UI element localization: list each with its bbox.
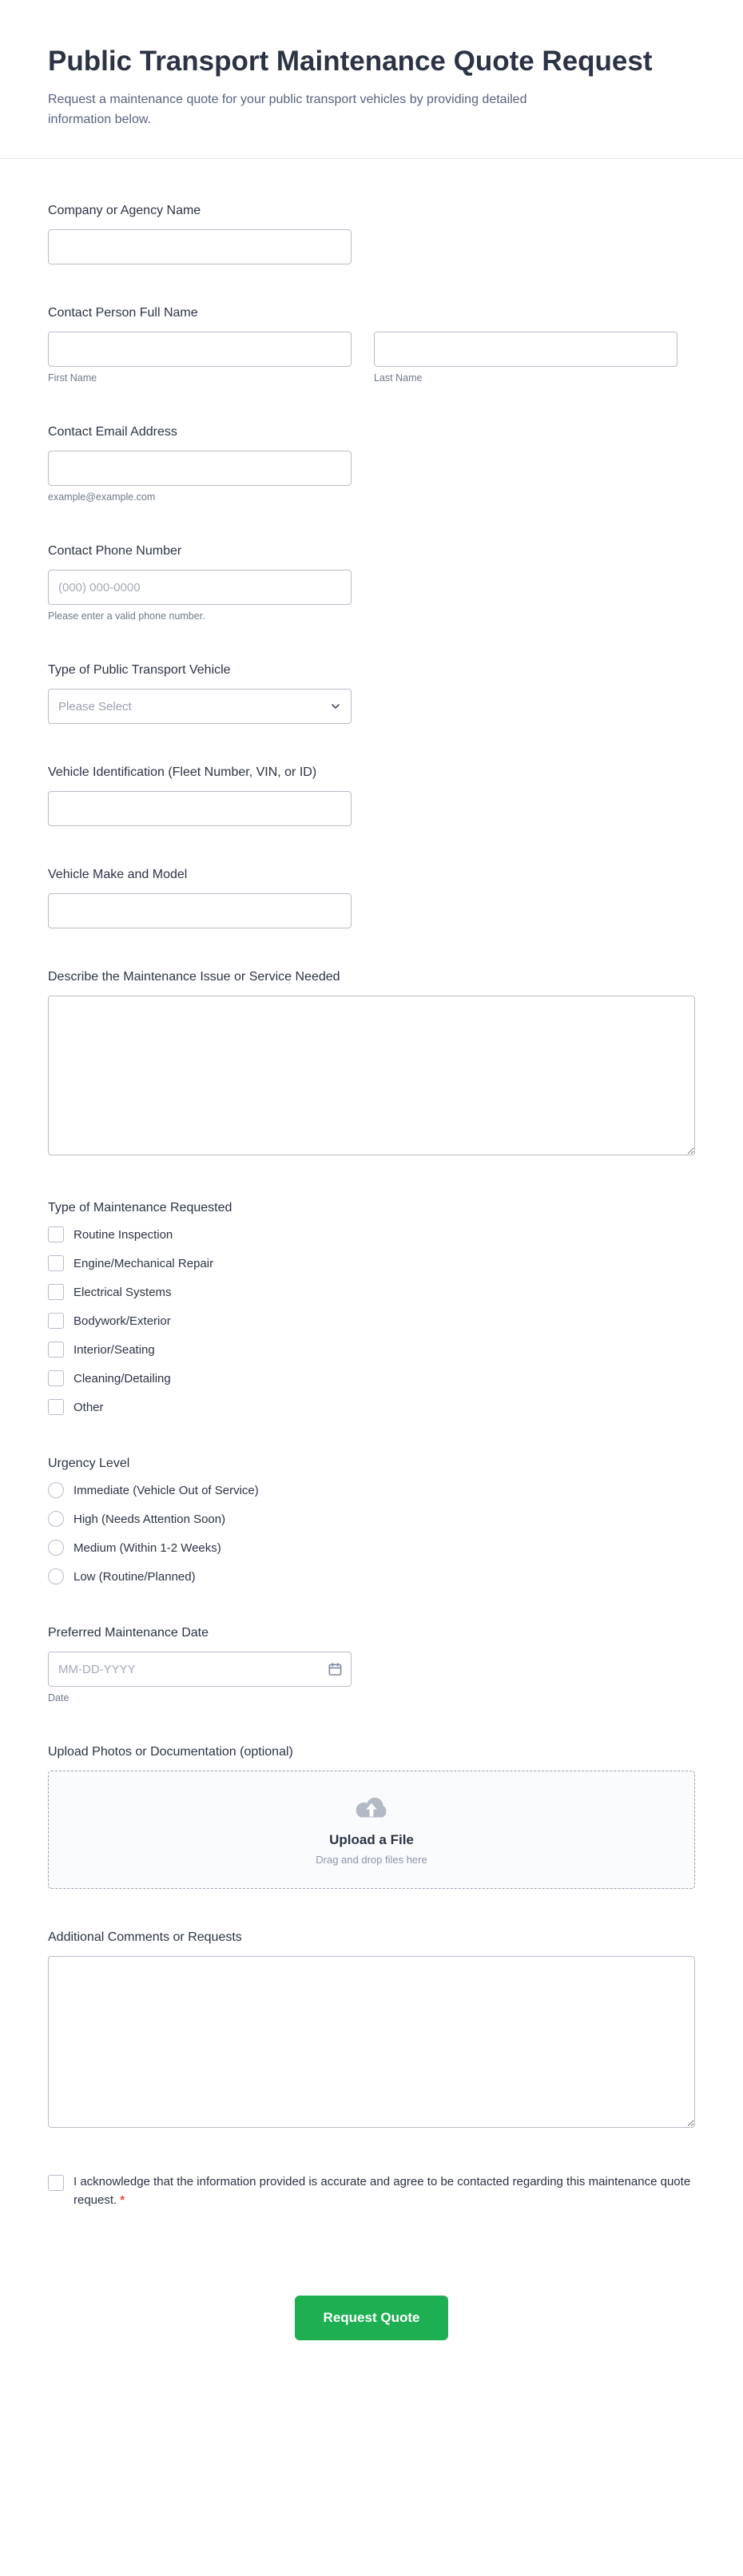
urgency-options (48, 1482, 695, 1584)
company-input[interactable] (48, 229, 352, 264)
question-issue-description (48, 970, 695, 1159)
option-label: Low (Routine/Planned) (74, 1569, 196, 1584)
required-asterisk: * (120, 2192, 125, 2207)
checkbox-option-electrical[interactable] (48, 1284, 695, 1300)
vehicle-type-select-wrap (48, 689, 352, 724)
vehicle-type-select[interactable] (48, 689, 352, 724)
issue-description-textarea[interactable] (48, 996, 695, 1155)
option-label: Cleaning/Detailing (74, 1371, 171, 1385)
make-model-input[interactable] (48, 893, 352, 928)
name-row (48, 332, 695, 384)
acknowledge-checkbox-icon[interactable] (48, 2175, 64, 2191)
option-label: Other (74, 1400, 104, 1414)
submit-section (48, 2251, 695, 2428)
option-label: Interior/Seating (74, 1342, 155, 1357)
issue-description-label: Describe the Maintenance Issue or Service Needed (48, 970, 340, 984)
option-label: Engine/Mechanical Repair (74, 1256, 214, 1270)
checkbox-option-bodywork[interactable] (48, 1313, 695, 1329)
checkbox-option-other[interactable] (48, 1399, 695, 1415)
comments-textarea[interactable] (48, 1956, 695, 2128)
form-body (0, 159, 743, 2428)
question-acknowledge (48, 2173, 695, 2209)
option-label: High (Needs Attention Soon) (74, 1512, 226, 1526)
option-label: Electrical Systems (74, 1285, 172, 1299)
phone-sublabel: Please enter a valid phone number. (48, 610, 205, 622)
date-input-wrap (48, 1652, 352, 1687)
question-contact-name (48, 306, 695, 384)
radio-icon[interactable] (48, 1511, 64, 1527)
checkbox-option-cleaning[interactable] (48, 1370, 695, 1386)
question-vehicle-id (48, 765, 695, 826)
question-upload (48, 1745, 695, 1889)
checkbox-icon[interactable] (48, 1226, 64, 1242)
question-vehicle-type (48, 663, 695, 724)
maintenance-type-label: Type of Maintenance Requested (48, 1201, 232, 1215)
upload-hint: Drag and drop files here (316, 1854, 427, 1866)
question-email (48, 425, 695, 503)
question-preferred-date (48, 1626, 695, 1703)
checkbox-icon[interactable] (48, 1255, 64, 1271)
last-name-input[interactable] (374, 332, 677, 367)
option-label: Bodywork/Exterior (74, 1314, 171, 1328)
phone-label: Contact Phone Number (48, 544, 182, 559)
email-input[interactable] (48, 451, 352, 486)
vehicle-type-label: Type of Public Transport Vehicle (48, 663, 231, 678)
checkbox-icon[interactable] (48, 1342, 64, 1358)
radio-icon[interactable] (48, 1540, 64, 1556)
checkbox-icon[interactable] (48, 1313, 64, 1329)
company-label: Company or Agency Name (48, 204, 201, 218)
checkbox-option-interior[interactable] (48, 1342, 695, 1358)
first-name-column (48, 332, 352, 384)
checkbox-option-routine-inspection[interactable] (48, 1226, 695, 1242)
question-phone (48, 544, 695, 622)
question-make-model (48, 868, 695, 928)
upload-label: Upload Photos or Documentation (optional) (48, 1745, 293, 1759)
option-label: Immediate (Vehicle Out of Service) (74, 1483, 259, 1497)
checkbox-option-engine-mechanical[interactable] (48, 1255, 695, 1271)
date-input[interactable] (48, 1652, 352, 1687)
upload-file-label: Upload a File (329, 1832, 414, 1848)
radio-option-medium[interactable] (48, 1540, 695, 1556)
checkbox-icon[interactable] (48, 1284, 64, 1300)
first-name-input[interactable] (48, 332, 352, 367)
acknowledge-label: I acknowledge that the information provided is accurate and agree to be contacted regarding this maintenance quote request. (74, 2175, 691, 2207)
form-header (0, 0, 743, 159)
preferred-date-label: Preferred Maintenance Date (48, 1626, 209, 1640)
question-company (48, 204, 695, 264)
date-sublabel: Date (48, 1692, 70, 1704)
vehicle-id-input[interactable] (48, 791, 352, 826)
maintenance-type-options (48, 1226, 695, 1415)
radio-option-low[interactable] (48, 1568, 695, 1584)
last-name-sublabel: Last Name (374, 372, 423, 384)
vehicle-id-label: Vehicle Identification (Fleet Number, VIN, or ID) (48, 765, 317, 780)
contact-name-label: Contact Person Full Name (48, 306, 198, 320)
form-title: Public Transport Maintenance Quote Request (48, 46, 653, 77)
radio-option-high[interactable] (48, 1511, 695, 1527)
upload-dropzone[interactable] (48, 1771, 695, 1889)
acknowledge-text (74, 2173, 695, 2209)
checkbox-icon[interactable] (48, 1370, 64, 1386)
comments-label: Additional Comments or Requests (48, 1930, 242, 1945)
first-name-sublabel: First Name (48, 372, 97, 384)
cloud-upload-icon (353, 1794, 390, 1827)
urgency-label: Urgency Level (48, 1457, 130, 1471)
form-subtitle: Request a maintenance quote for your public transport vehicles by providing detailed information below. (48, 92, 527, 126)
question-comments (48, 1930, 695, 2132)
checkbox-icon[interactable] (48, 1399, 64, 1415)
question-urgency (48, 1457, 695, 1584)
email-label: Contact Email Address (48, 425, 177, 439)
radio-option-immediate[interactable] (48, 1482, 695, 1498)
question-maintenance-type (48, 1201, 695, 1415)
email-sublabel: example@example.com (48, 491, 156, 503)
submit-button[interactable]: Request Quote (295, 2296, 449, 2340)
option-label: Medium (Within 1-2 Weeks) (74, 1540, 221, 1555)
radio-icon[interactable] (48, 1568, 64, 1584)
option-label: Routine Inspection (74, 1227, 173, 1242)
radio-icon[interactable] (48, 1482, 64, 1498)
last-name-column (374, 332, 677, 384)
phone-input[interactable] (48, 570, 352, 605)
make-model-label: Vehicle Make and Model (48, 868, 188, 882)
acknowledge-row[interactable] (48, 2173, 695, 2209)
calendar-icon[interactable] (328, 1662, 343, 1677)
